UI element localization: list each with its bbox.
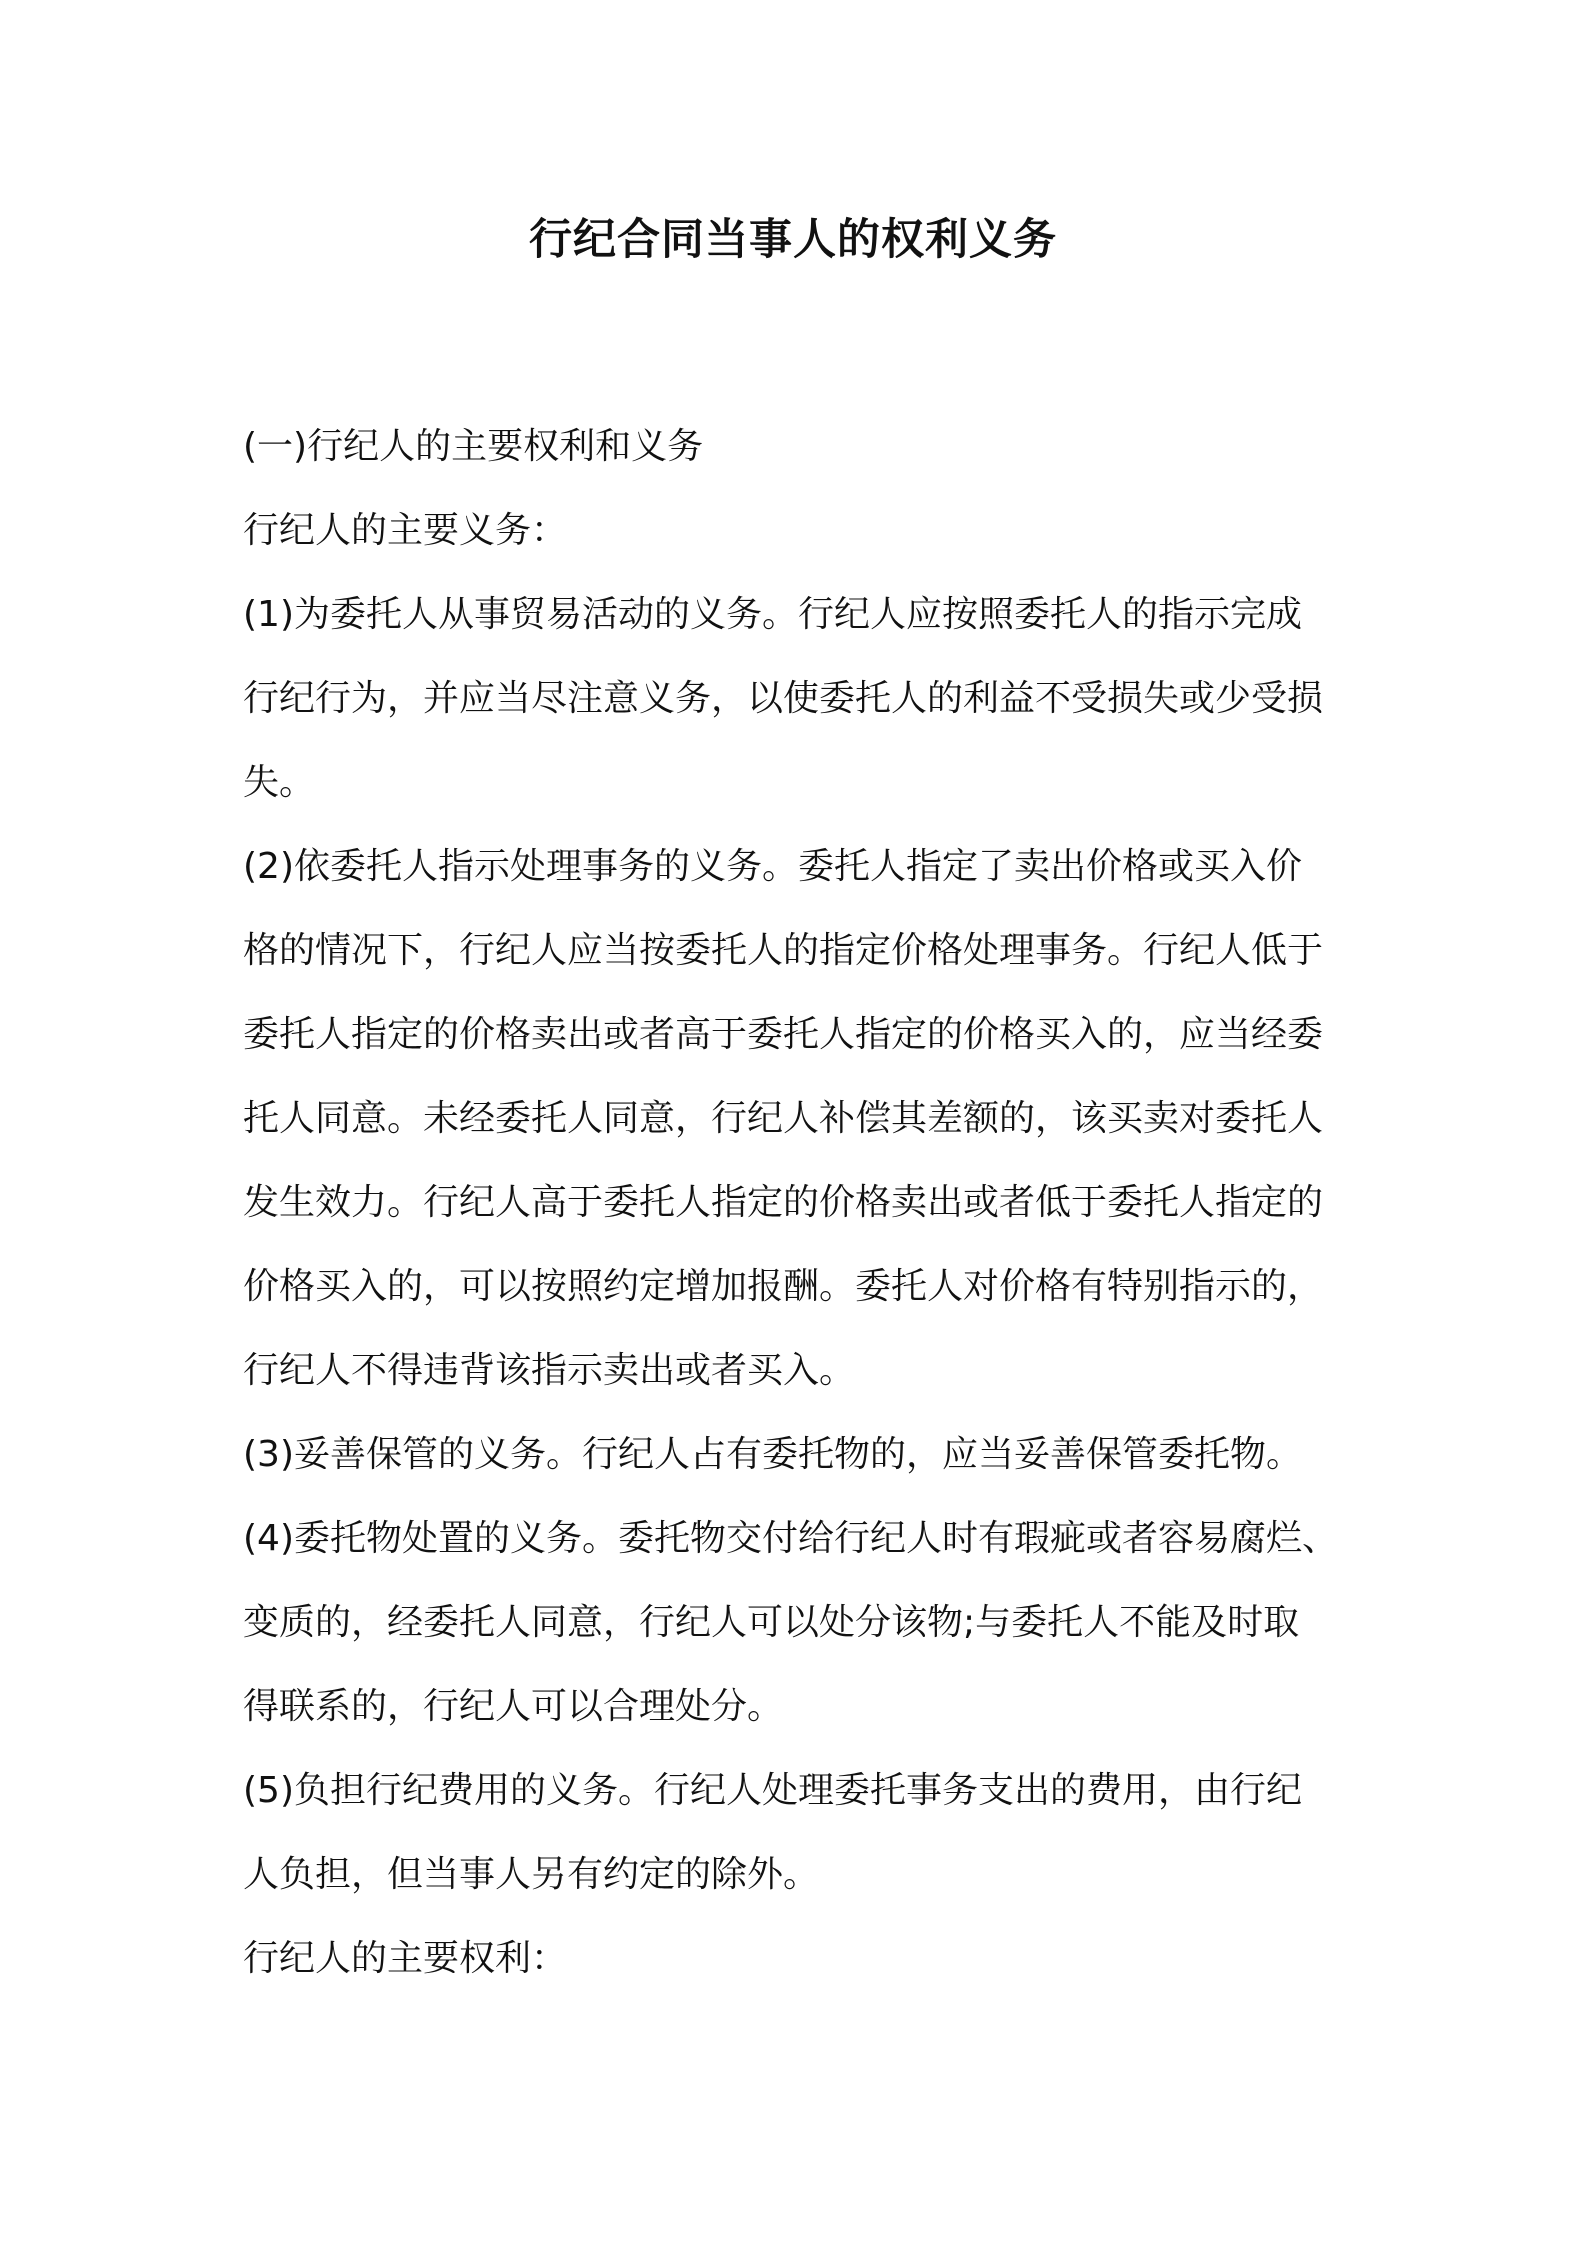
text-line: 人负担，但当事人另有约定的除外。: [243, 1854, 820, 1895]
text-line: (5)负担行纪费用的义务。行纪人处理委托事务支出的费用，由行纪: [243, 1770, 1302, 1811]
section-heading: (一)行纪人的主要权利和义务: [243, 426, 704, 467]
text-line: 格的情况下，行纪人应当按委托人的指定价格处理事务。行纪人低于: [243, 930, 1324, 971]
document-title: 行纪合同当事人的权利义务: [529, 215, 1057, 265]
text-line: 发生效力。行纪人高于委托人指定的价格卖出或者低于委托人指定的: [243, 1182, 1324, 1223]
text-line: 托人同意。未经委托人同意，行纪人补偿其差额的，该买卖对委托人: [243, 1098, 1324, 1139]
text-line: 委托人指定的价格卖出或者高于委托人指定的价格买入的，应当经委: [243, 1014, 1324, 1055]
text-line: 失。: [243, 762, 316, 803]
text-line: (3)妥善保管的义务。行纪人占有委托物的，应当妥善保管委托物。: [243, 1434, 1302, 1475]
subheading-obligations: 行纪人的主要义务：: [243, 510, 568, 551]
text-line: (1)为委托人从事贸易活动的义务。行纪人应按照委托人的指示完成: [243, 594, 1302, 635]
text-line: 行纪行为，并应当尽注意义务，以使委托人的利益不受损失或少受损: [243, 678, 1324, 719]
text-line: 得联系的，行纪人可以合理处分。: [243, 1686, 784, 1727]
text-line: (2)依委托人指示处理事务的义务。委托人指定了卖出价格或买入价: [243, 846, 1302, 887]
document-body: [243, 405, 1383, 2001]
subheading-rights: 行纪人的主要权利：: [243, 1938, 568, 1979]
text-line: 价格买入的，可以按照约定增加报酬。委托人对价格有特别指示的，: [243, 1266, 1324, 1307]
text-line: 行纪人不得违背该指示卖出或者买入。: [243, 1350, 856, 1391]
text-line: (4)委托物处置的义务。委托物交付给行纪人时有瑕疵或者容易腐烂、: [243, 1518, 1338, 1559]
text-line: 变质的，经委托人同意，行纪人可以处分该物;与委托人不能及时取: [243, 1602, 1300, 1643]
